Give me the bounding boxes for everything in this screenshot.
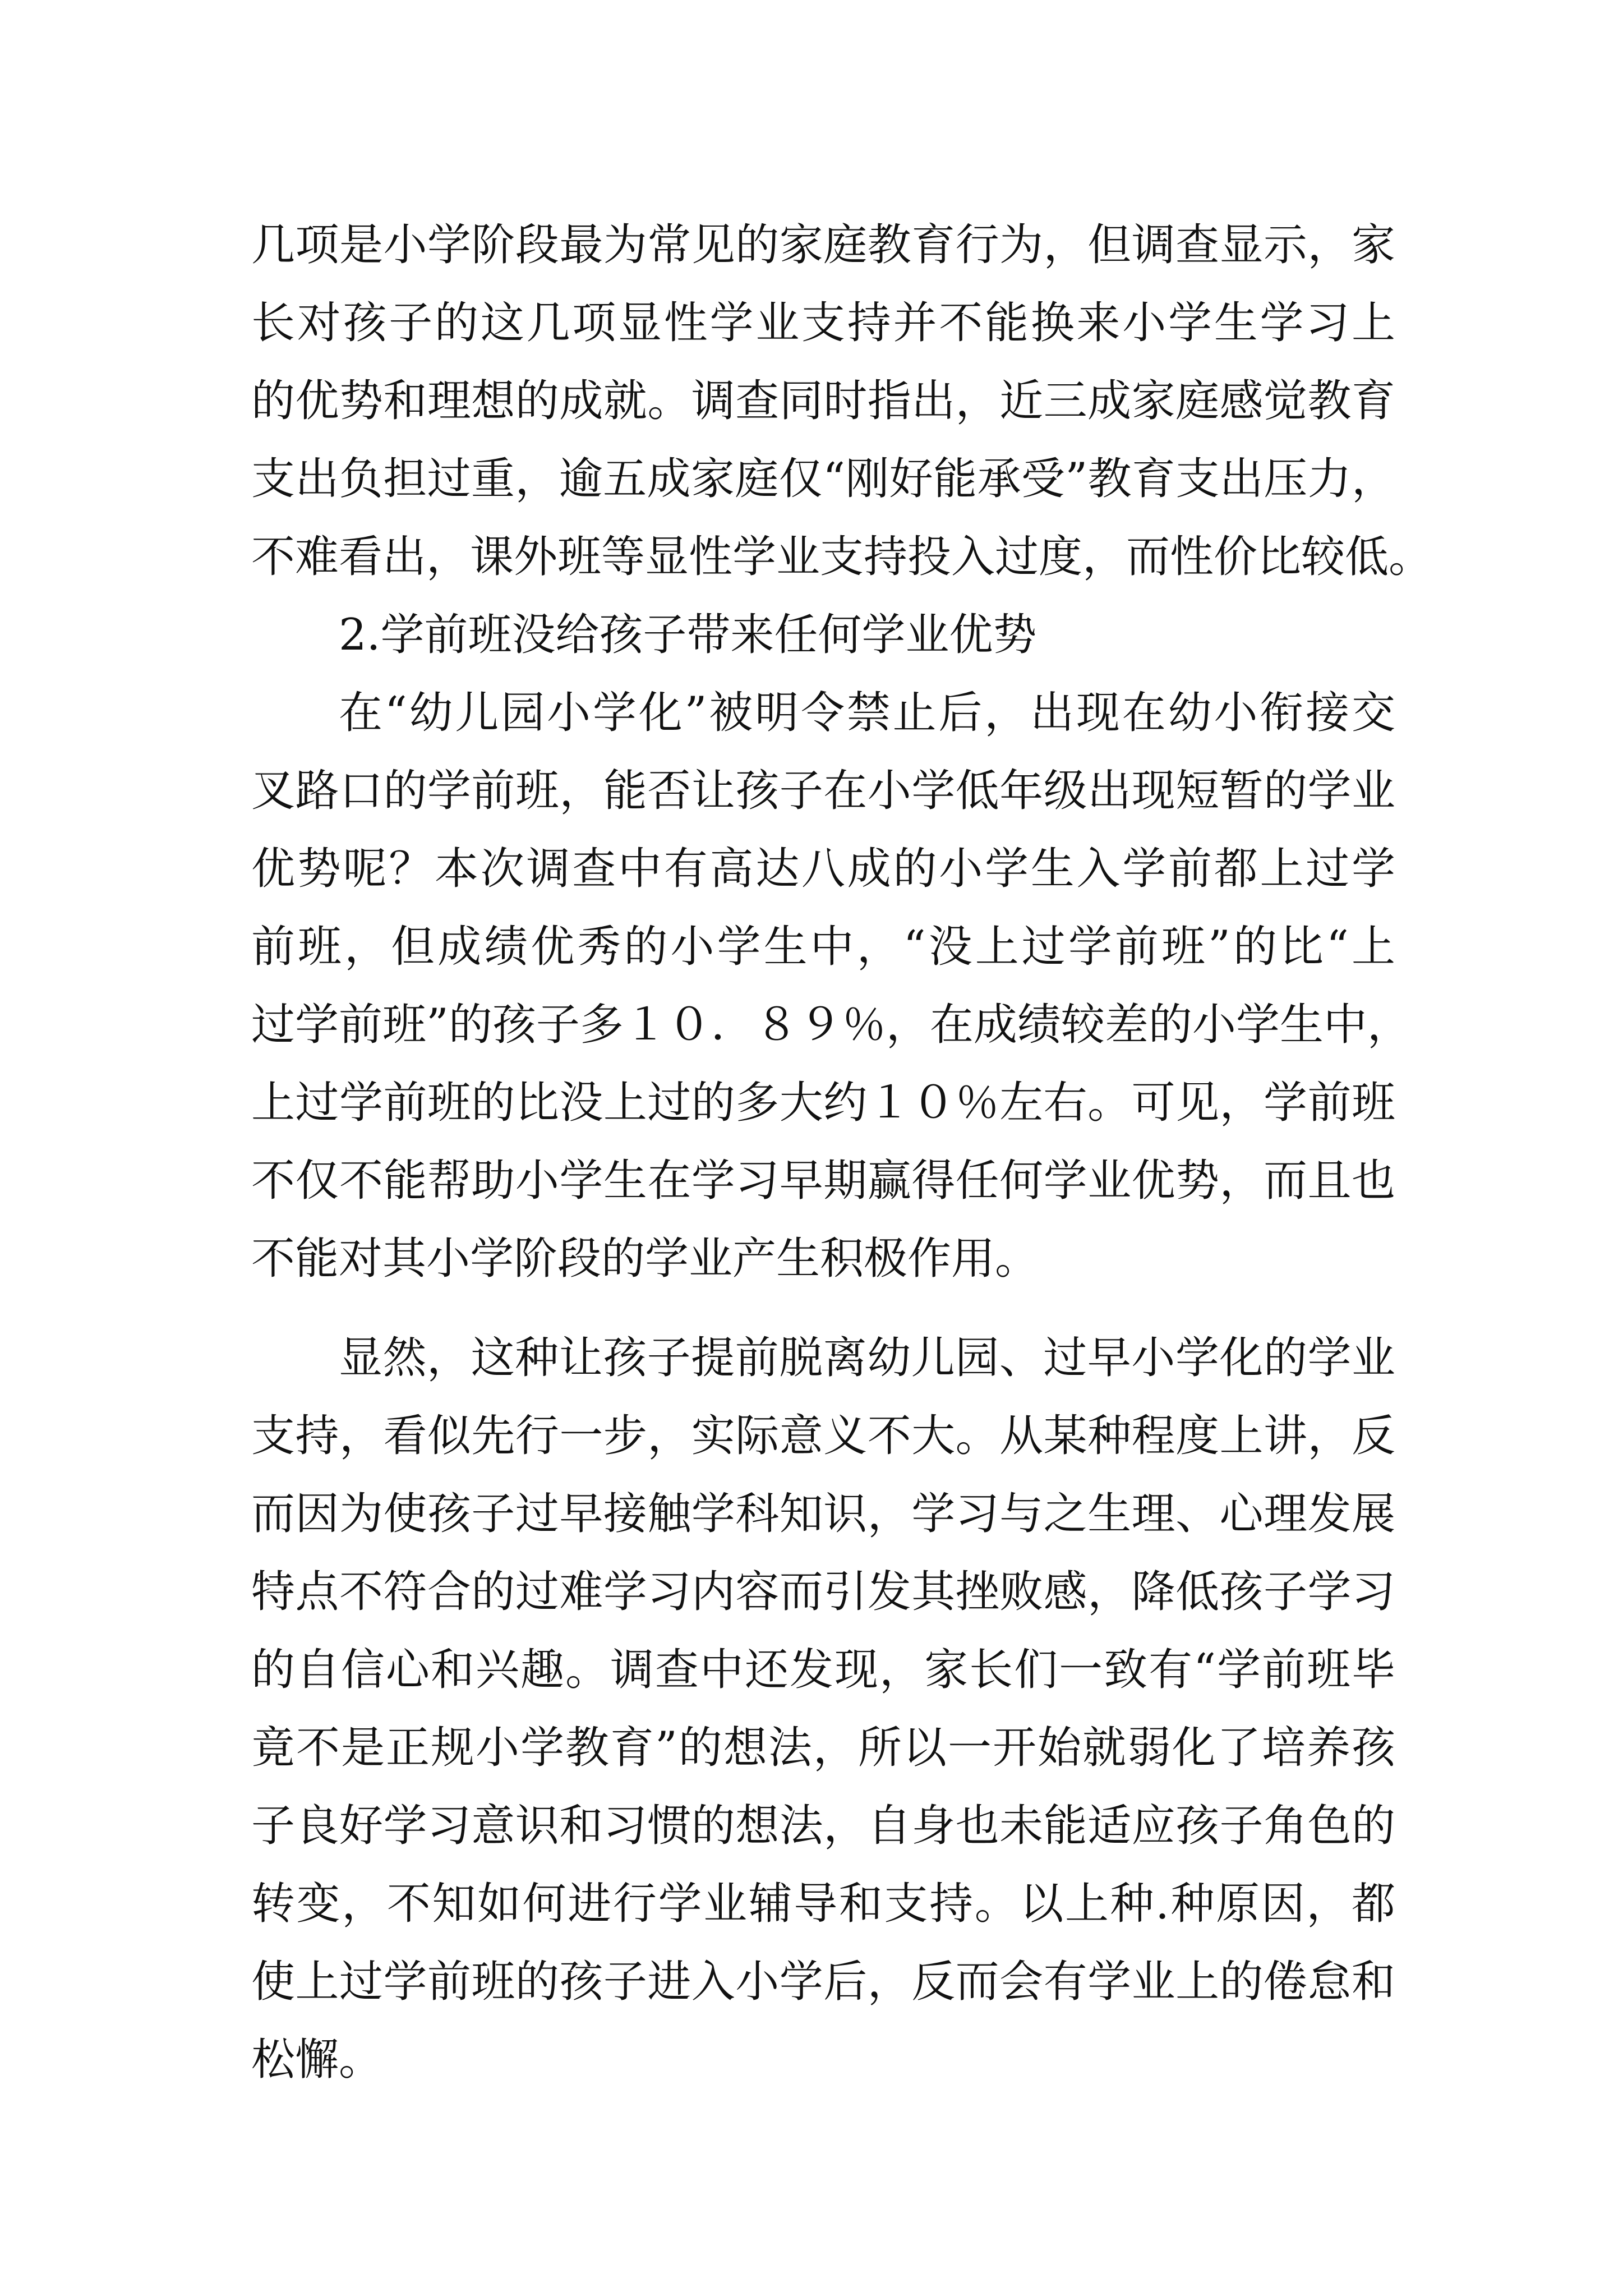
text-line: 不仅不能帮助小学生在学习早期赢得任何学业优势，而且也 — [251, 1156, 1395, 1206]
text-line: 支出负担过重，逾五成家庭仅“刚好能承受”教育支出压力， — [251, 454, 1395, 504]
text-line: 显然，这种让孩子提前脱离幼儿园、过早小学化的学业 — [339, 1333, 1395, 1383]
text-line: 子良好学习意识和习惯的想法，自身也未能适应孩子角色的 — [251, 1801, 1395, 1851]
text-line: 特点不符合的过难学习内容而引发其挫败感，降低孩子学习 — [251, 1567, 1395, 1617]
text-line: 长对孩子的这几项显性学业支持并不能换来小学生学习上 — [251, 298, 1395, 348]
text-line: 上过学前班的比没上过的多大约１０％左右。可见，学前班 — [251, 1078, 1395, 1128]
paragraph-gap — [251, 1298, 1395, 1319]
text-line: 优势呢？本次调查中有高达八成的小学生入学前都上过学 — [251, 844, 1395, 894]
text-line: 不能对其小学阶段的学业产生积极作用。 — [251, 1234, 1039, 1284]
text-line: 而因为使孩子过早接触学科知识，学习与之生理、心理发展 — [251, 1489, 1395, 1539]
paragraph-1 — [251, 206, 1433, 596]
paragraph-3 — [251, 1319, 1395, 2099]
text-line: 使上过学前班的孩子进入小学后，反而会有学业上的倦怠和 — [251, 1957, 1395, 2007]
text-line: 几项是小学阶段最为常见的家庭教育行为，但调查显示，家 — [251, 220, 1395, 270]
section-heading — [251, 596, 1395, 674]
text-line: 过学前班”的孩子多１０．８９％，在成绩较差的小学生中， — [251, 1000, 1411, 1050]
text-line: 竟不是正规小学教育”的想法，所以一开始就弱化了培养孩 — [251, 1723, 1395, 1773]
text-line: 前班，但成绩优秀的小学生中，“没上过学前班”的比“上 — [251, 922, 1395, 972]
text-line: 松懈。 — [251, 2035, 383, 2085]
text-line: 的自信心和兴趣。调查中还发现，家长们一致有“学前班毕 — [251, 1645, 1395, 1695]
document-page — [251, 206, 1433, 2099]
text-line: 转变，不知如何进行学业辅导和支持。以上种.种原因，都 — [251, 1879, 1395, 1929]
heading-text: 2.学前班没给孩子带来任何学业优势 — [339, 610, 1037, 660]
text-line: 在“幼儿园小学化”被明令禁止后，出现在幼小衔接交 — [339, 688, 1395, 738]
text-line: 不难看出，课外班等显性学业支持投入过度，而性价比较低。 — [251, 532, 1433, 582]
text-line: 的优势和理想的成就。调查同时指出，近三成家庭感觉教育 — [251, 376, 1395, 426]
paragraph-2 — [251, 674, 1411, 1298]
text-line: 叉路口的学前班，能否让孩子在小学低年级出现短暂的学业 — [251, 766, 1395, 816]
text-line: 支持，看似先行一步，实际意义不大。从某种程度上讲，反 — [251, 1411, 1395, 1461]
